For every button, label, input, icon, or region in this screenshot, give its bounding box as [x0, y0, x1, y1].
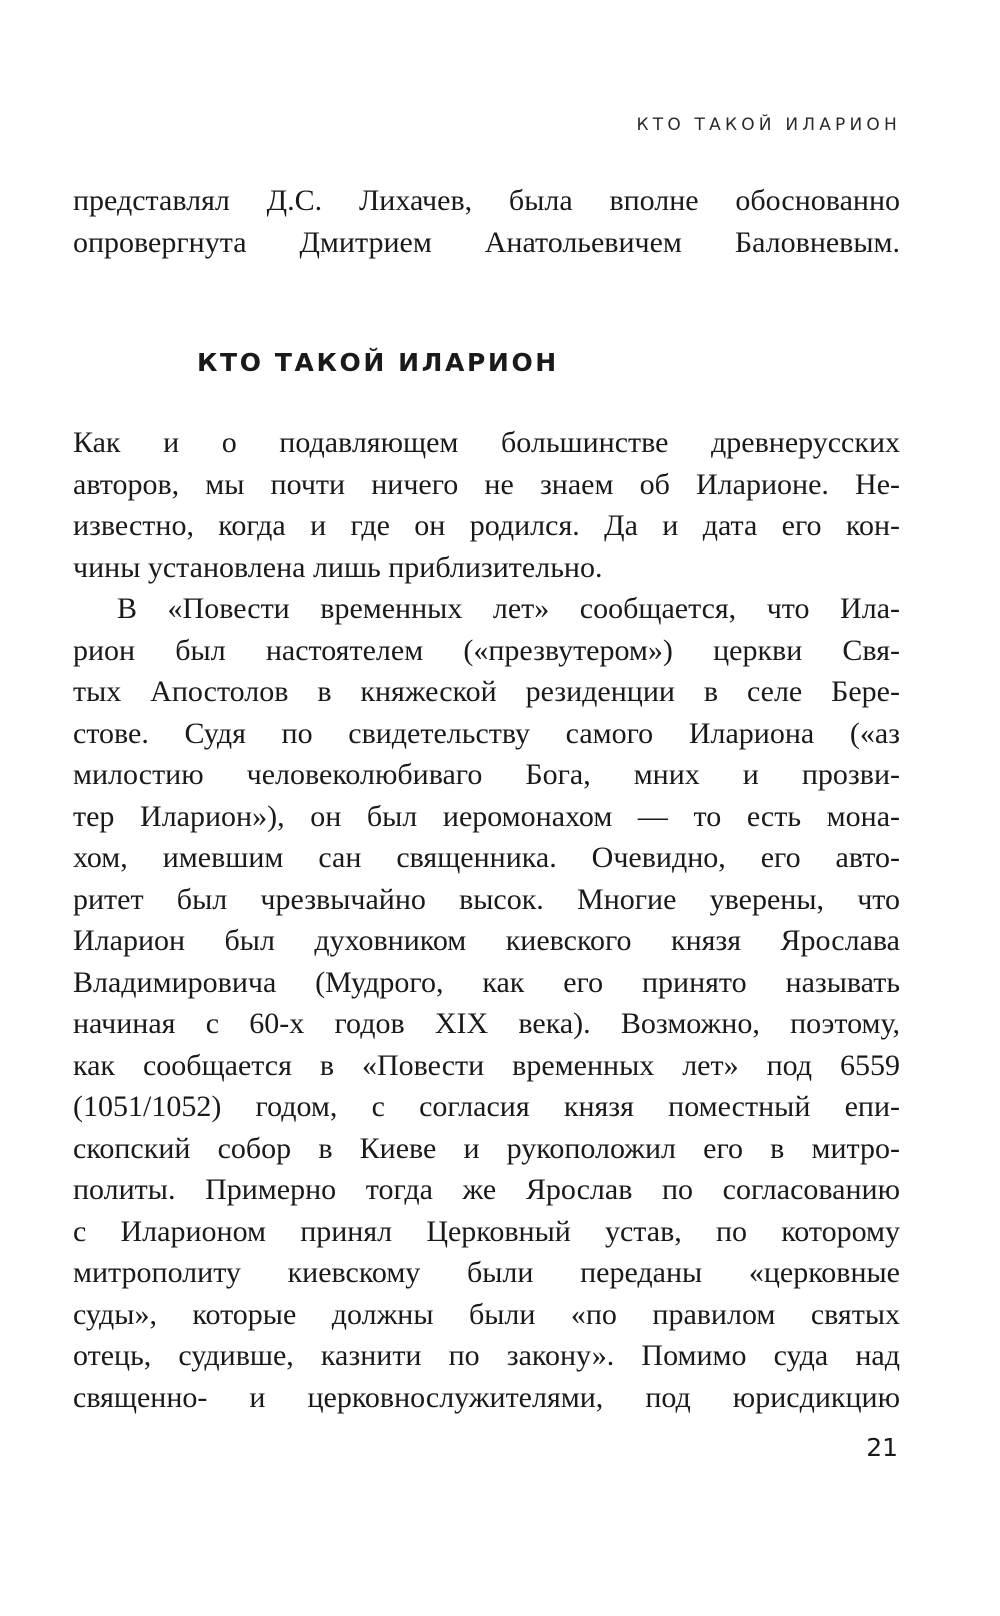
- text-line: митрополиту киевскому были переданы «церковные: [73, 1256, 900, 1289]
- text-line: суды», которые должны были «по правилом святых: [73, 1297, 900, 1331]
- text-line: представлял Д.С. Лихачев, была вполне обоснованно: [73, 184, 900, 217]
- text-line: Владимировича (Мудрого, как его принято называть: [73, 965, 900, 999]
- text-line: политы. Примерно тогда же Ярослав по согласованию: [73, 1173, 900, 1206]
- text-line: авторов, мы почти ничего не знаем об Иларионе. Не-: [73, 467, 900, 501]
- text-line: известно, когда и где он родился. Да и дата его кон-: [73, 509, 900, 542]
- text-line: отець, судивше, казнити по закону». Помимо суда над: [73, 1339, 900, 1372]
- text-line: Иларион был духовником киевского князя Ярослава: [73, 924, 900, 957]
- text-line: тых Апостолов в княжеской резиденции в селе Бере-: [73, 675, 900, 708]
- section-heading: КТО ТАКОЙ ИЛАРИОН: [197, 348, 559, 377]
- text-line: священно- и церковнослужителями, под юрисдикцию: [73, 1380, 900, 1414]
- running-head: КТО ТАКОЙ ИЛАРИОН: [636, 115, 901, 135]
- text-line: стове. Судя по свидетельству самого Илариона («аз: [73, 716, 900, 750]
- text-line: скопский собор в Киеве и рукоположил его в митро-: [73, 1131, 900, 1165]
- text-line: хом, имевшим сан священника. Очевидно, его авто-: [73, 841, 900, 874]
- text-line: как сообщается в «Повести временных лет» под 6559: [73, 1048, 900, 1082]
- text-line: чины установлена лишь приблизительно.: [73, 550, 603, 584]
- text-line: ритет был чрезвычайно высок. Многие уверены, что: [73, 882, 900, 916]
- text-line: В «Повести временных лет» сообщается, что Ила-: [117, 592, 900, 625]
- text-line: рион был настоятелем («презвутером») церкви Свя-: [73, 633, 900, 667]
- text-line: опровергнута Дмитрием Анатольевичем Баловневым.: [73, 225, 900, 259]
- text-line: с Иларионом принял Церковный устав, по которому: [73, 1214, 900, 1248]
- page-number: 21: [866, 1433, 898, 1462]
- text-line: милостию человеколюбиваго Бога, мних и прозви-: [73, 758, 900, 791]
- text-line: начиная с 60-х годов XIX века). Возможно, поэтому,: [73, 1007, 900, 1040]
- text-line: Как и о подавляющем большинстве древнерусских: [73, 426, 900, 459]
- text-line: (1051/1052) годом, с согласия князя поместный епи-: [73, 1090, 900, 1123]
- main-text: [73, 422, 900, 1418]
- intro-paragraph: [73, 180, 900, 263]
- text-line: тер Иларион»), он был иеромонахом — то есть мона-: [73, 799, 900, 833]
